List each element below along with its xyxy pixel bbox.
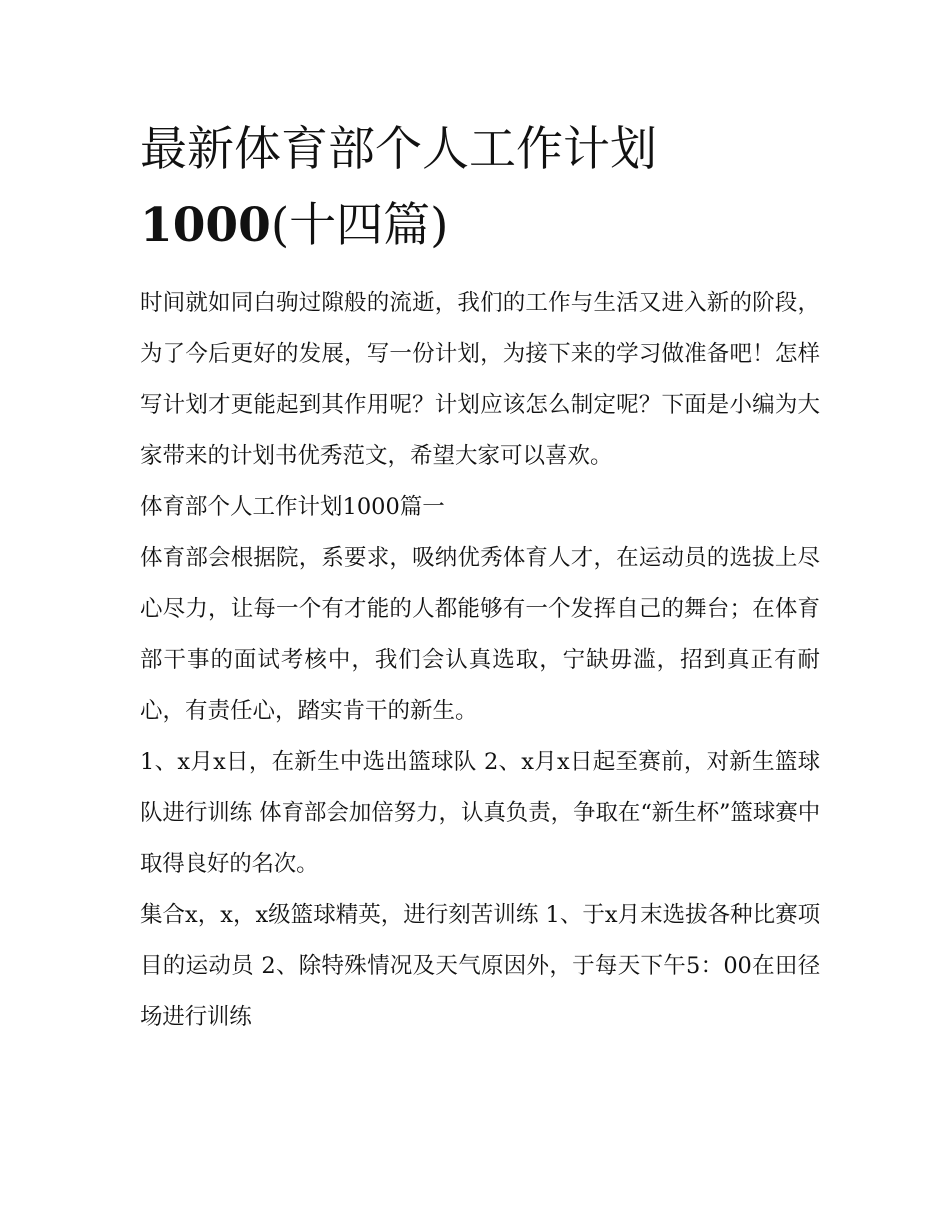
body-paragraph: 集合x，x，x级篮球精英，进行刻苦训练 1、于x月末选拔各种比赛项目的运动员 2、除特殊情况及天气原因外，于每天下午5：00在田径场进行训练 <box>140 902 820 1030</box>
document-title <box>140 112 840 264</box>
body-paragraph: 1、x月x日，在新生中选出篮球队 2、x月x日起至赛前，对新生篮球队进行训练 体育部会加倍努力，认真负责，争取在“新生杯”篮球赛中取得良好的名次。 <box>140 749 820 877</box>
document-body <box>140 278 820 1043</box>
section-heading: 体育部个人工作计划1000篇一 <box>140 494 445 520</box>
title-line-1: 最新体育部个人工作计划 <box>140 122 657 177</box>
body-paragraph: 体育部会根据院，系要求，吸纳优秀体育人才，在运动员的选拔上尽心尽力，让每一个有才能的人都能够有一个发挥自己的舞台；在体育部干事的面试考核中，我们会认真选取，宁缺毋滥，招到真正有耐心，有责任心，踏实肯干的新生。 <box>140 545 820 724</box>
title-number: 1000 <box>140 198 271 253</box>
title-suffix: (十四篇) <box>270 198 449 253</box>
intro-paragraph: 时间就如同白驹过隙般的流逝，我们的工作与生活又进入新的阶段，为了今后更好的发展，写一份计划，为接下来的学习做准备吧！怎样写计划才更能起到其作用呢？计划应该怎么制定呢？下面是小编为大家带来的计划书优秀范文，希望大家可以喜欢。 <box>140 290 820 469</box>
